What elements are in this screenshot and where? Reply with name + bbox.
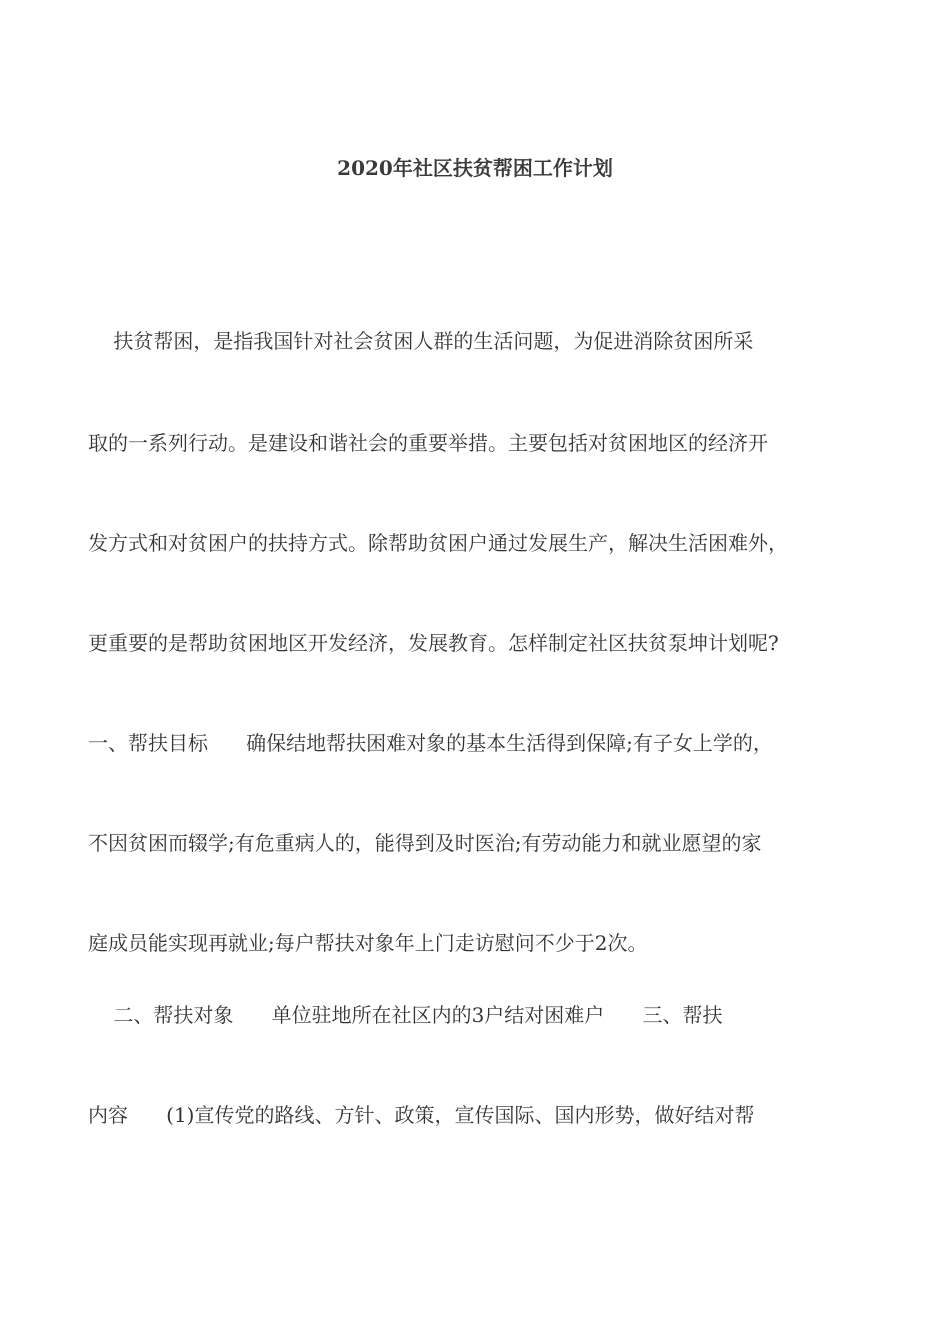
body-line-7: 庭成员能实现再就业;每户帮扶对象年上门走访慰问不少于2次。 — [88, 931, 648, 955]
body-line-8: 二、帮扶对象 单位驻地所在社区内的3户结对困难户 三、帮扶 — [88, 1003, 723, 1027]
body-line-1: 扶贫帮困，是指我国针对社会贫困人群的生活问题，为促进消除贫困所采 — [88, 329, 754, 353]
body-line-5: 一、帮扶目标 确保结地帮扶困难对象的基本生活得到保障;有子女上学的， — [88, 731, 773, 755]
body-line-4: 更重要的是帮助贫困地区开发经济，发展教育。怎样制定社区扶贫泵坤计划呢? — [88, 631, 779, 655]
body-line-2: 取的一系列行动。是建设和谐社会的重要举措。主要包括对贫困地区的经济开 — [88, 431, 768, 455]
body-line-6: 不因贫困而辍学;有危重病人的，能得到及时医治;有劳动能力和就业愿望的家 — [88, 831, 762, 855]
body-line-9: 内容 (1)宣传党的路线、方针、政策，宣传国际、国内形势，做好结对帮 — [88, 1103, 755, 1127]
document-title: 2020年社区扶贫帮困工作计划 — [337, 156, 613, 180]
body-line-3: 发方式和对贫困户的扶持方式。除帮助贫困户通过发展生产，解决生活困难外， — [88, 531, 788, 555]
